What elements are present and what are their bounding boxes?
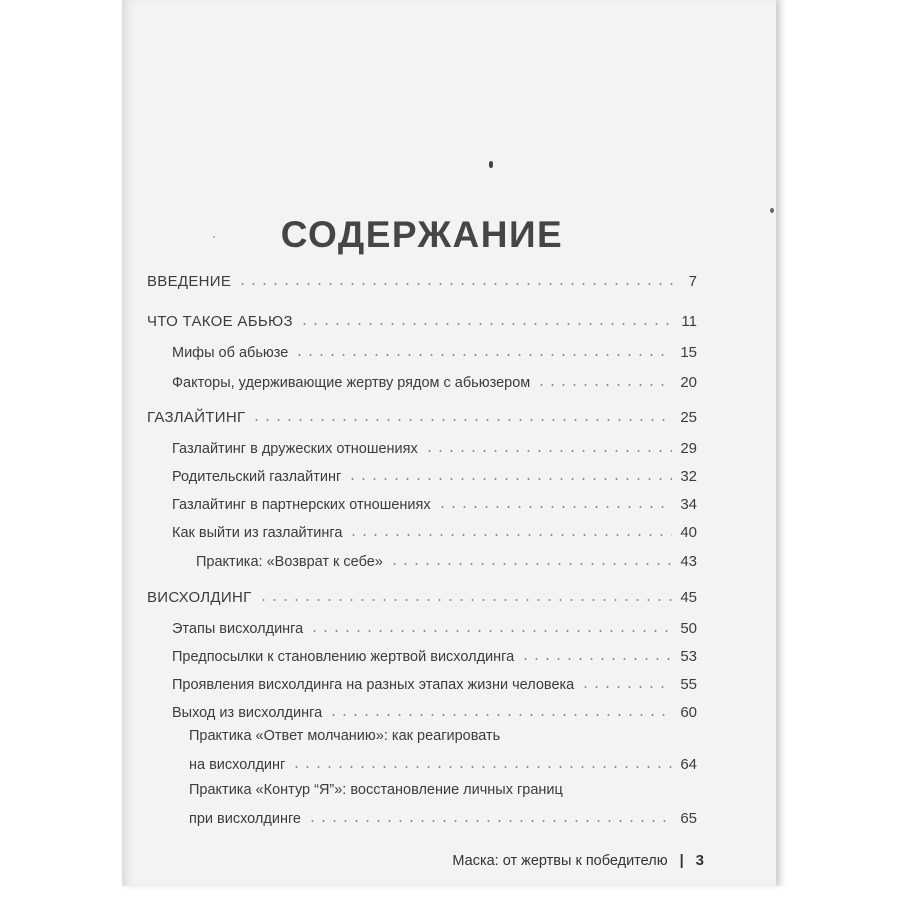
toc-entry-label: Газлайтинг в дружеских отношениях (172, 441, 418, 457)
dot-leader (307, 820, 672, 822)
toc-entry (189, 803, 697, 827)
dot-leader (348, 534, 672, 536)
dot-leader (437, 506, 673, 508)
dot-leader (328, 714, 672, 716)
dot-leader (258, 599, 673, 601)
toc-entry-label: Родительский газлайтинг (172, 469, 342, 485)
dot-leader (309, 630, 672, 632)
toc-entry-page: 7 (688, 273, 697, 290)
toc-entry (147, 306, 697, 330)
dot-leader (389, 563, 672, 565)
ink-speck (770, 208, 774, 213)
toc-entry (172, 367, 697, 391)
toc-entry-label: Этапы висхолдинга (172, 621, 304, 637)
toc-entry-page: 64 (680, 756, 697, 773)
toc-entry (147, 402, 697, 426)
toc-entry-label-line1: Практика «Ответ молчанию»: как реагировать (189, 728, 501, 744)
toc-entry-page: 40 (680, 524, 697, 541)
dot-leader (294, 354, 672, 356)
toc-entry-page: 29 (680, 440, 697, 457)
toc-entry-page: 15 (680, 344, 697, 361)
toc-entry-label: Проявления висхолдинга на разных этапах жизни человека (172, 677, 575, 693)
toc-entry-page: 32 (680, 468, 697, 485)
toc-entry-page: 65 (680, 810, 697, 827)
toc-entry-page: 11 (681, 313, 697, 330)
toc-entry (172, 433, 697, 457)
toc-entry-label: ГАЗЛАЙТИНГ (147, 409, 246, 426)
page-title: СОДЕРЖАНИЕ (280, 214, 564, 255)
dot-leader (291, 766, 672, 768)
toc-entry-page: 60 (680, 704, 697, 721)
footer-separator: | (679, 852, 684, 869)
toc-entry-label: Предпосылки к становлению жертвой висхолдинга (172, 649, 515, 665)
toc-entry-label: при висхолдинге (189, 811, 301, 827)
dot-leader (520, 658, 672, 660)
toc-entry (172, 461, 697, 485)
toc-entry-page: 34 (680, 496, 697, 513)
toc-entry (196, 546, 697, 570)
toc-entry (172, 337, 697, 361)
toc-entry-label: ВИСХОЛДИНГ (147, 589, 252, 606)
toc-entry-page: 43 (680, 553, 697, 570)
toc-entry (172, 489, 697, 513)
dot-leader (580, 686, 672, 688)
page-edge-shadow (776, 0, 786, 886)
toc-entry (172, 613, 697, 637)
toc-entry-label: Факторы, удерживающие жертву рядом с абьюзером (172, 375, 531, 391)
toc-entry-page: 20 (680, 374, 697, 391)
dot-leader (536, 384, 672, 386)
toc-entry-page: 50 (680, 620, 697, 637)
toc-entry (172, 517, 697, 541)
dot-leader (347, 478, 672, 480)
toc-entry (172, 697, 697, 721)
dot-leader (424, 450, 673, 452)
toc-entry-label: ЧТО ТАКОЕ АБЬЮЗ (147, 313, 293, 330)
toc-entry (147, 582, 697, 606)
ink-speck (489, 161, 493, 168)
toc-entry-page: 53 (680, 648, 697, 665)
toc-entry (172, 641, 697, 665)
toc-entry-label: Выход из висхолдинга (172, 705, 323, 721)
toc-entry (147, 266, 697, 290)
dot-leader (299, 323, 674, 325)
running-title: Маска: от жертвы к победителю (452, 852, 668, 869)
toc-entry-label-line1: Практика «Контур “Я”»: восстановление личных границ (189, 782, 563, 798)
dot-leader (251, 419, 672, 421)
toc-entry-page: 55 (680, 676, 697, 693)
toc-entry-label: Как выйти из газлайтинга (172, 525, 343, 541)
toc-entry-label: Мифы об абьюзе (172, 345, 289, 361)
toc-entry-label: Газлайтинг в партнерских отношениях (172, 497, 431, 513)
toc-entry-label: Практика: «Возврат к себе» (196, 554, 383, 570)
toc-entry-page: 45 (680, 589, 697, 606)
page-number: 3 (695, 852, 704, 869)
toc-entry (189, 749, 697, 773)
dot-leader (237, 283, 680, 285)
toc-entry (172, 669, 697, 693)
page-footer (452, 852, 704, 869)
toc-entry-label: на висхолдинг (189, 757, 286, 773)
toc-entry-page: 25 (680, 409, 697, 426)
toc-entry-label: ВВЕДЕНИЕ (147, 273, 232, 290)
